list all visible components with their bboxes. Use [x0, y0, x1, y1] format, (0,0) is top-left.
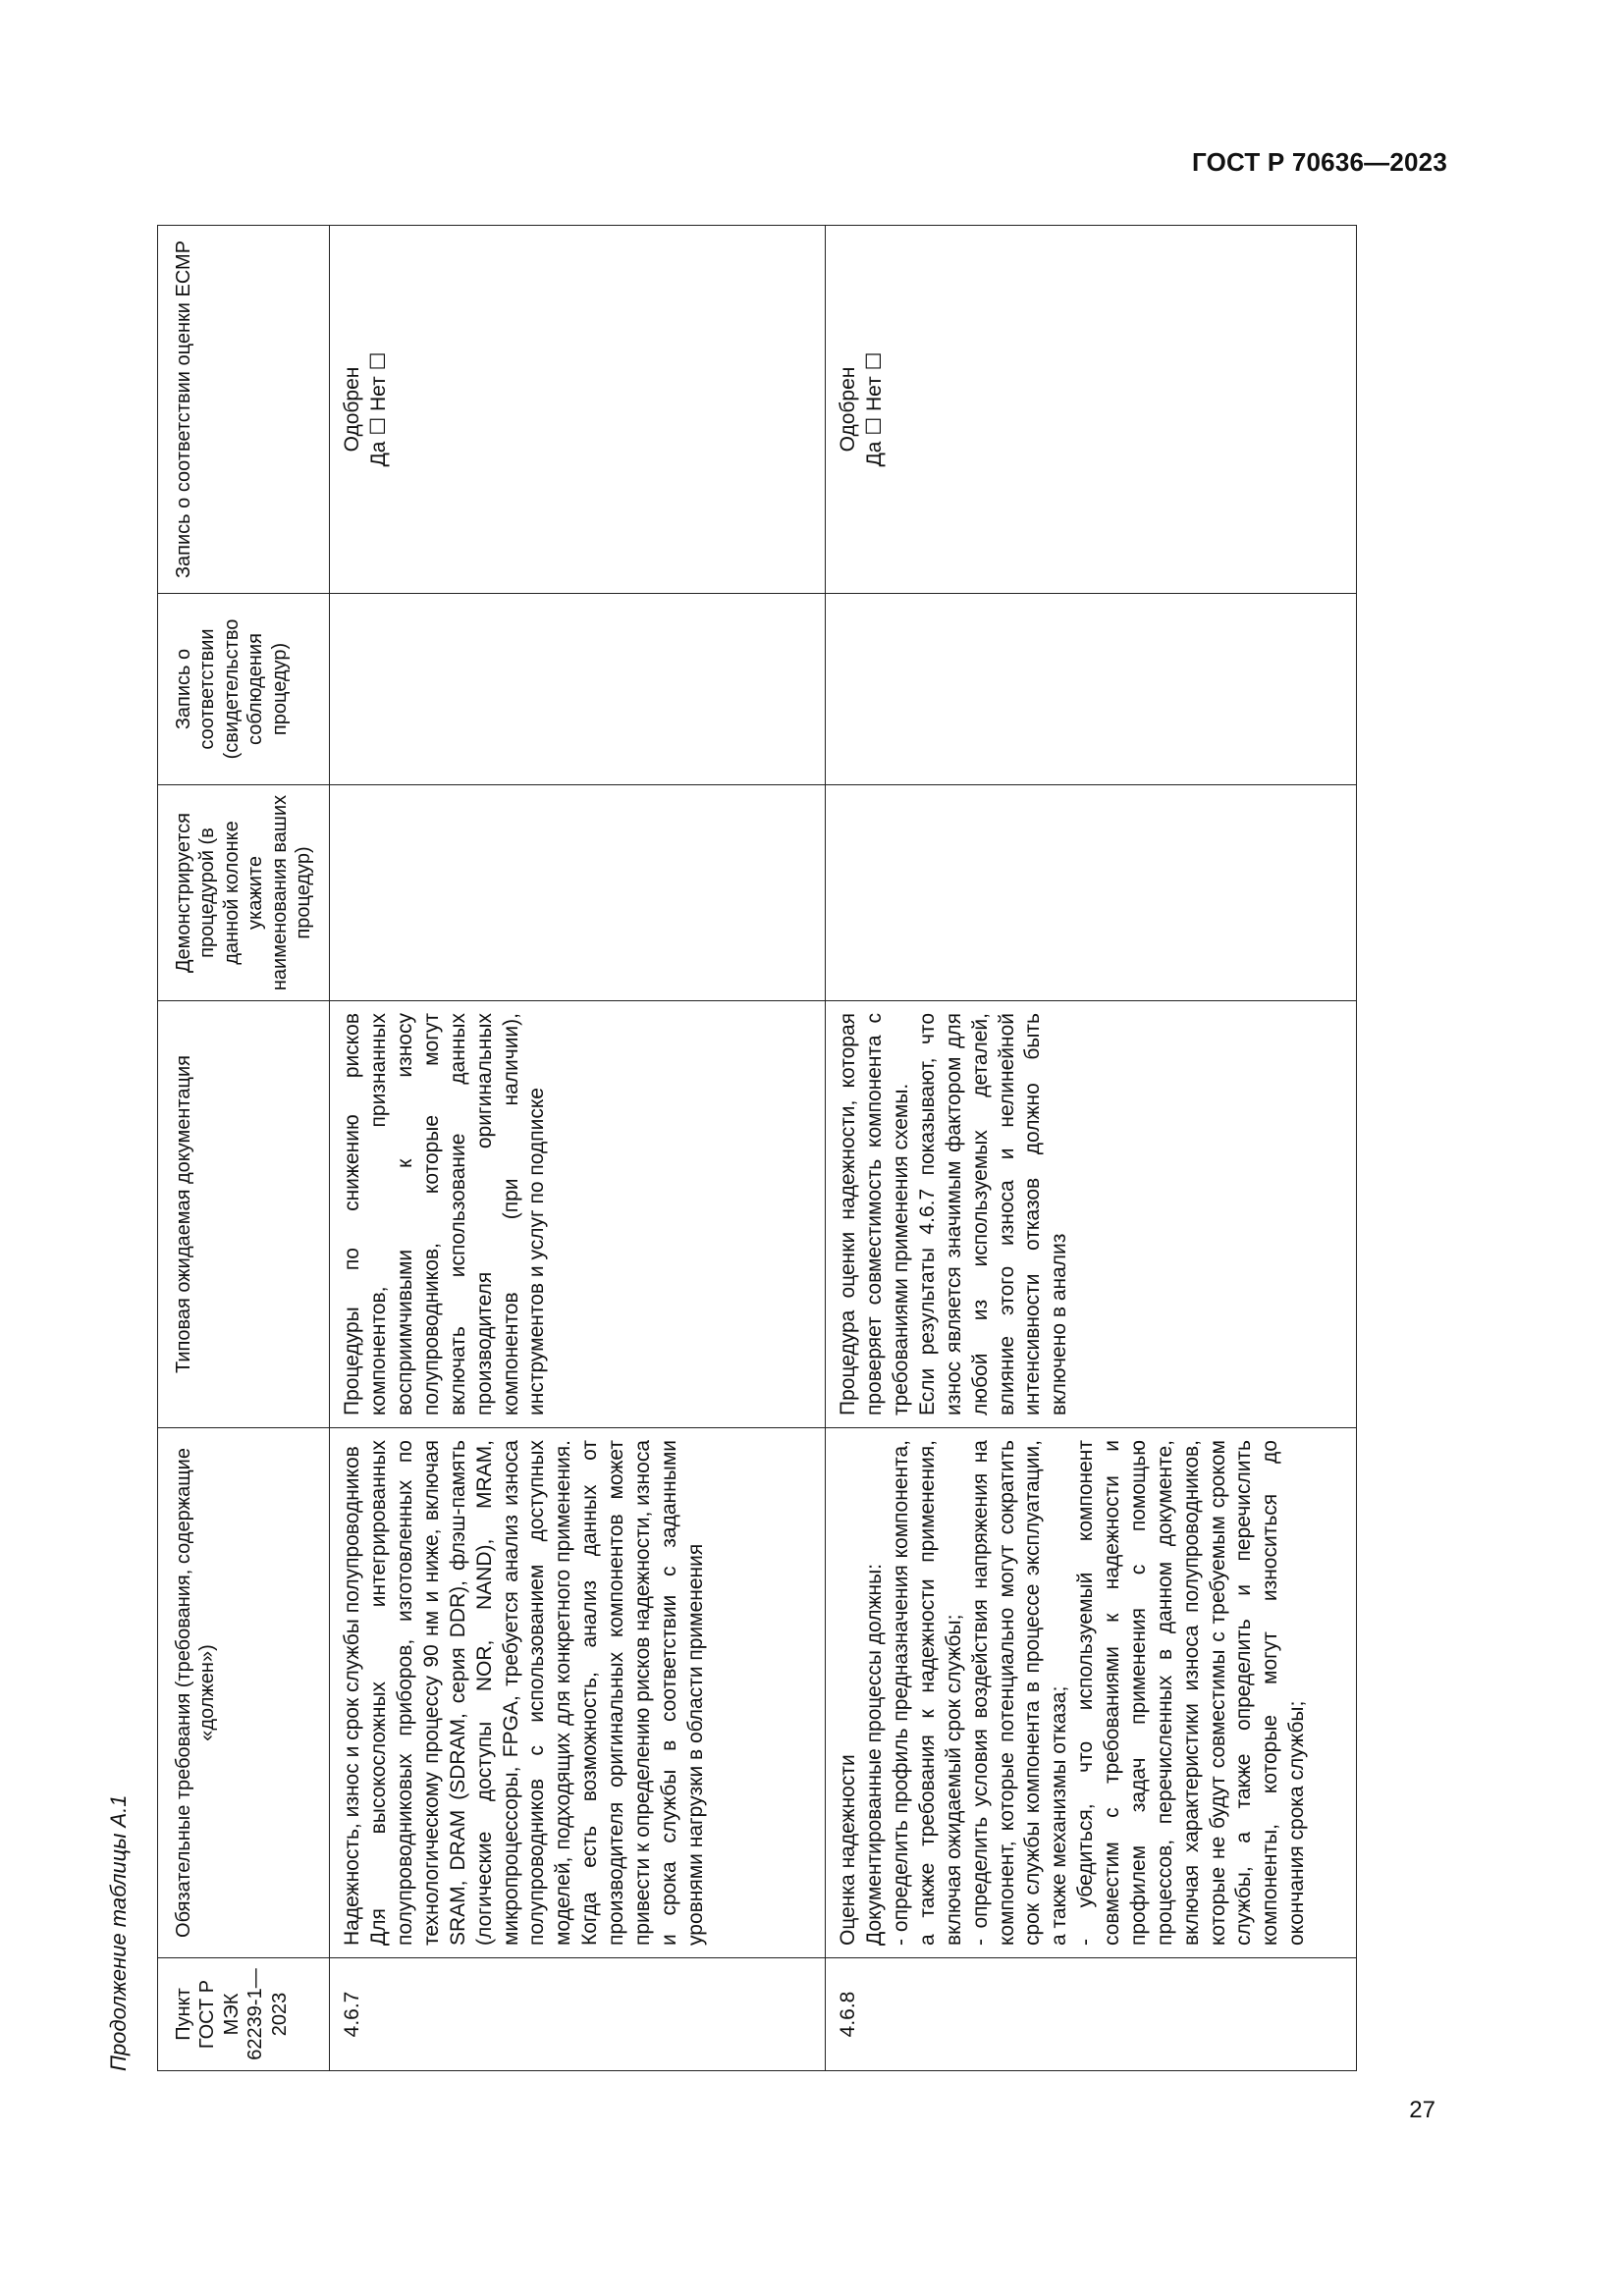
header-evidence: Запись о соответствии (свидетельство соблюдения процедур): [158, 594, 330, 785]
clause-cell: 4.6.8: [826, 1958, 1357, 2071]
table-header-row: [158, 226, 330, 2071]
requirement-line: Документированные процессы должны:: [863, 1563, 887, 1946]
approval-label: Одобрен: [837, 366, 860, 453]
approval-checkboxes[interactable]: Да ☐ Нет ☐: [863, 351, 887, 467]
procedure-cell: [826, 785, 1357, 1001]
approval-cell: [330, 226, 826, 594]
requirements-table: [157, 225, 1357, 2071]
page-number: 27: [1409, 2097, 1435, 2123]
documentation-line: Процедуры по снижению рисков компонентов, признанных восприимчивыми к износу полупроводников, которые могут включать использование данных производителя оригинальных компонентов (при наличии), инструментов и услуг по подписке: [341, 1013, 549, 1415]
rotated-table-container: [157, 226, 1357, 2071]
header-procedure: Демонстрируется процедурой (в данной колонке укажите наименования ваших процедур): [158, 785, 330, 1001]
approval-checkboxes[interactable]: Да ☐ Нет ☐: [367, 351, 391, 467]
documentation-line: Процедура оценки надежности, которая проверяет совместимость компонента с требованиями применения схемы.: [837, 1013, 913, 1415]
requirement-line: - определить профиль предназначения компонента, а также требования к надежности применения, включая ожидаемый срок службы;: [890, 1440, 965, 1946]
requirement-line: Для высокосложных интегрированных полупроводниковых приборов, изготовленных по технологическому процессу 90 нм и ниже, включая SRAM, DRAM (SDRAM, серия DDR), флэш-память (логические доступы NOR, NAND), MRAM, микропроцессоры, FPGA, требуется анализ износа полупроводников с использованием доступных моделей, подходящих для конкретного применения. Когда есть возможность, анализ данных от производителя оригинальных компонентов может привести к определению рисков надежности, износа и срока службы в соответствии с заданными уровнями нагрузки в области применения: [367, 1440, 707, 1946]
requirements-cell: [330, 1428, 826, 1958]
document-code: ГОСТ Р 70636—2023: [1192, 147, 1447, 177]
header-requirements: Обязательные требования (требования, содержащие «должен»): [158, 1428, 330, 1958]
header-approval: Запись о соответствии оценки ЕСМР: [158, 226, 330, 594]
table-caption: Продолжение таблицы А.1: [106, 1794, 131, 2071]
documentation-line: Если результаты 4.6.7 показывают, что износ является значимым фактором для любой из используемых деталей, влияние этого износа и нелинейной интенсивности отказов должно быть включено в анализ: [915, 1013, 1071, 1415]
requirement-line: Надежность, износ и срок службы полупроводников: [341, 1446, 364, 1946]
documentation-cell: [826, 1001, 1357, 1428]
requirement-line: Оценка надежности: [837, 1754, 860, 1946]
clause-cell: 4.6.7: [330, 1958, 826, 2071]
evidence-cell: [330, 594, 826, 785]
requirement-line: - убедиться, что используемый компонент совместим с требованиями к надежности и профилем задач применения с помощью процессов, перечисленных в данном документе, включая характеристики износа полупроводников, которые не будут совместимы с требуемым сроком службы, а также определить и перечислить компоненты, которые могут износиться до окончания срока службы;: [1074, 1440, 1309, 1946]
header-documentation: Типовая ожидаемая документация: [158, 1001, 330, 1428]
requirements-cell: [826, 1428, 1357, 1958]
procedure-cell: [330, 785, 826, 1001]
approval-cell: [826, 226, 1357, 594]
requirement-line: - определить условия воздействия напряжения на компонент, которые потенциально могут сократить срок службы компонента в процессе эксплуатации, а также механизмы отказа;: [968, 1440, 1071, 1946]
header-clause: Пункт ГОСТ Р МЭК 62239-1—2023: [158, 1958, 330, 2071]
evidence-cell: [826, 594, 1357, 785]
documentation-cell: [330, 1001, 826, 1428]
table-row: [826, 226, 1357, 2071]
approval-label: Одобрен: [341, 366, 364, 453]
table-row: [330, 226, 826, 2071]
